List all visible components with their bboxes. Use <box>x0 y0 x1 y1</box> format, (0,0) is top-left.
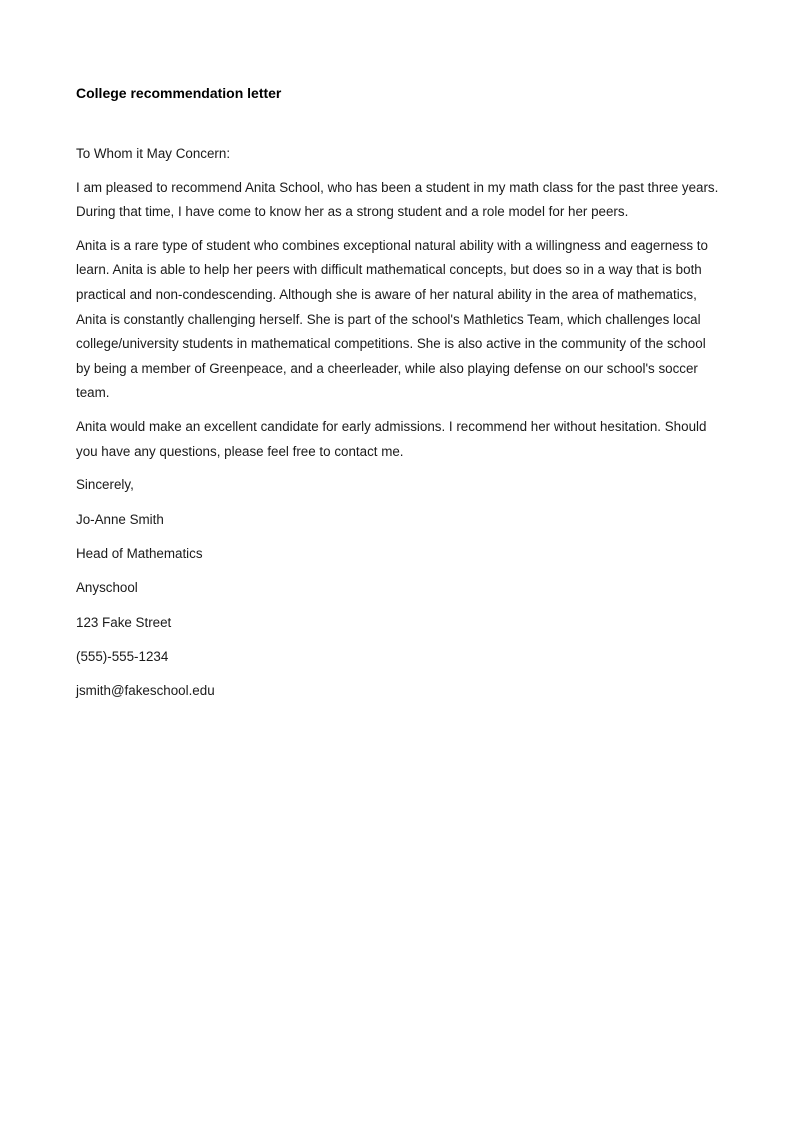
signature-name: Jo-Anne Smith <box>76 511 164 527</box>
paragraph-line: Anita would make an excellent candidate for early admissions. I recommend her without hesitation. Should <box>76 418 707 434</box>
closing: Sincerely, <box>76 477 134 493</box>
paragraph-line: Anita is constantly challenging herself. She is part of the school's Mathletics Team, which challenges local <box>76 311 701 327</box>
signature-school: Anyschool <box>76 580 138 596</box>
paragraph-line: Anita is a rare type of student who combines exceptional natural ability with a willingness and eagerness to <box>76 237 708 253</box>
letter-page <box>76 84 719 714</box>
signature-position: Head of Mathematics <box>76 545 203 561</box>
paragraph-line: practical and non-condescending. Although she is aware of her natural ability in the area of mathematics, <box>76 286 697 302</box>
paragraph-line: by being a member of Greenpeace, and a cheerleader, while also playing defense on our school's soccer <box>76 360 698 376</box>
paragraph-line: team. <box>76 385 110 401</box>
signature-email: jsmith@fakeschool.edu <box>76 683 215 699</box>
greeting: To Whom it May Concern: <box>76 146 231 161</box>
paragraph-conclusion <box>76 415 716 464</box>
paragraph-line: college/university students in mathematical competitions. She is also active in the community of the school <box>76 336 706 352</box>
paragraph-line: I am pleased to recommend Anita School, who has been a student in my math class for the past three years. <box>76 179 719 195</box>
letter-title: College recommendation letter <box>76 85 282 101</box>
paragraph-body <box>76 234 716 406</box>
signature-address: 123 Fake Street <box>76 614 172 630</box>
paragraph-line: you have any questions, please feel free to contact me. <box>76 443 404 459</box>
paragraph-line: During that time, I have come to know her as a strong student and a role model for her peers. <box>76 204 629 220</box>
paragraph-intro <box>76 176 719 225</box>
signature-phone: (555)-555-1234 <box>76 649 169 665</box>
paragraph-line: learn. Anita is able to help her peers with difficult mathematical concepts, but does so in a way that is both <box>76 262 702 278</box>
